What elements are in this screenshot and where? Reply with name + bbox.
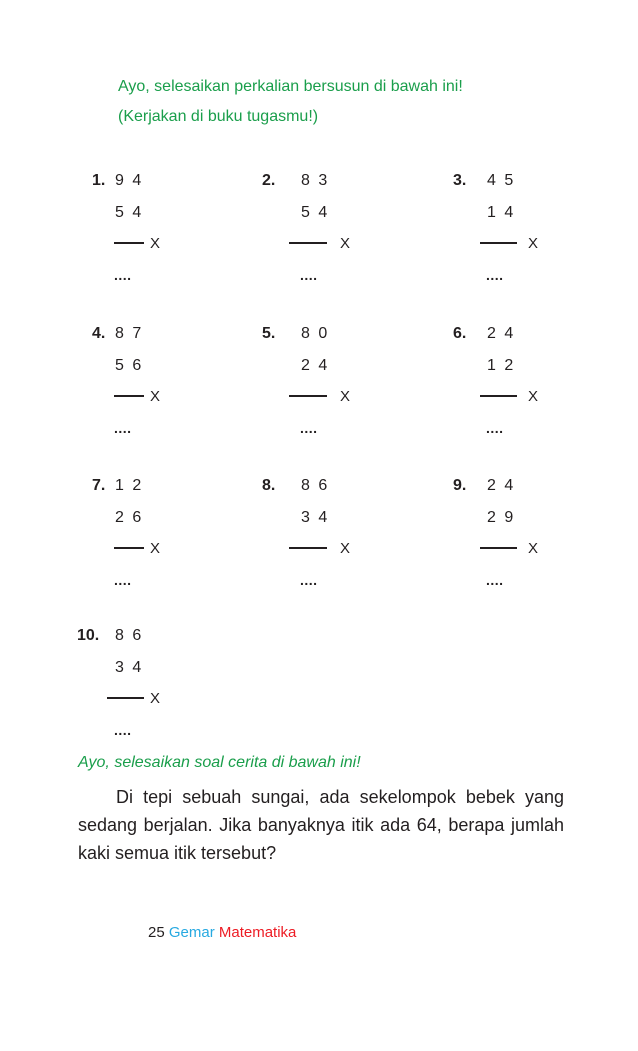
multiplicand: 8 6 <box>115 627 144 644</box>
problem-number: 3. <box>453 172 467 189</box>
problem-number: 9. <box>453 477 467 494</box>
multiplier: 3 4 <box>115 659 144 676</box>
multiplier: 2 6 <box>115 509 144 526</box>
multiplicand: 1 2 <box>115 477 144 494</box>
answer-placeholder: .... <box>114 267 132 283</box>
multiply-sign: X <box>150 690 161 707</box>
multiply-sign: X <box>340 235 351 252</box>
page-number: 25 <box>148 924 165 941</box>
sum-line <box>480 547 517 549</box>
problem-number: 6. <box>453 325 467 342</box>
footer-matematika: Matematika <box>218 924 297 941</box>
answer-placeholder: .... <box>300 267 318 283</box>
multiplier: 5 6 <box>115 357 144 374</box>
sum-line <box>480 242 517 244</box>
multiplicand: 8 3 <box>301 172 330 189</box>
multiply-sign: X <box>340 388 351 405</box>
page-footer <box>148 924 296 941</box>
sum-line <box>114 547 144 549</box>
instruction-line-1: Ayo, selesaikan perkalian bersusun di bawah ini! <box>118 78 463 95</box>
sum-line <box>114 242 144 244</box>
problem-number: 10. <box>77 627 100 644</box>
multiplicand: 4 5 <box>487 172 516 189</box>
multiplier: 1 2 <box>487 357 516 374</box>
multiplicand: 2 4 <box>487 477 516 494</box>
problem-number: 7. <box>92 477 106 494</box>
multiply-sign: X <box>150 388 161 405</box>
multiply-sign: X <box>528 235 539 252</box>
problem-number: 5. <box>262 325 276 342</box>
answer-placeholder: .... <box>486 572 504 588</box>
story-text: Di tepi sebuah sungai, ada sekelompok bebek yang sedang berjalan. Jika banyaknya itik ada 64, berapa jumlah kaki semua itik tersebut? <box>78 787 564 863</box>
multiplier: 2 9 <box>487 509 516 526</box>
multiplier: 3 4 <box>301 509 330 526</box>
multiply-sign: X <box>528 540 539 557</box>
answer-placeholder: .... <box>114 420 132 436</box>
sum-line <box>289 242 327 244</box>
multiplicand: 9 4 <box>115 172 144 189</box>
multiply-sign: X <box>150 235 161 252</box>
sum-line <box>289 395 327 397</box>
story-heading: Ayo, selesaikan soal cerita di bawah ini! <box>78 754 361 771</box>
multiply-sign: X <box>528 388 539 405</box>
answer-placeholder: .... <box>300 572 318 588</box>
multiplicand: 8 0 <box>301 325 330 342</box>
answer-placeholder: .... <box>486 420 504 436</box>
sum-line <box>289 547 327 549</box>
multiplier: 5 4 <box>301 204 330 221</box>
multiply-sign: X <box>340 540 351 557</box>
problem-number: 8. <box>262 477 276 494</box>
multiplier: 2 4 <box>301 357 330 374</box>
problem-number: 1. <box>92 172 106 189</box>
sum-line <box>480 395 517 397</box>
footer-gemar: Gemar <box>168 924 215 941</box>
multiplicand: 2 4 <box>487 325 516 342</box>
multiplicand: 8 6 <box>301 477 330 494</box>
problem-number: 2. <box>262 172 276 189</box>
multiplier: 1 4 <box>487 204 516 221</box>
sum-line <box>114 395 144 397</box>
answer-placeholder: .... <box>114 722 132 738</box>
answer-placeholder: .... <box>300 420 318 436</box>
answer-placeholder: .... <box>486 267 504 283</box>
multiply-sign: X <box>150 540 161 557</box>
multiplier: 5 4 <box>115 204 144 221</box>
answer-placeholder: .... <box>114 572 132 588</box>
instruction-line-2: (Kerjakan di buku tugasmu!) <box>118 108 319 125</box>
multiplicand: 8 7 <box>115 325 144 342</box>
sum-line <box>107 697 144 699</box>
problem-number: 4. <box>92 325 106 342</box>
